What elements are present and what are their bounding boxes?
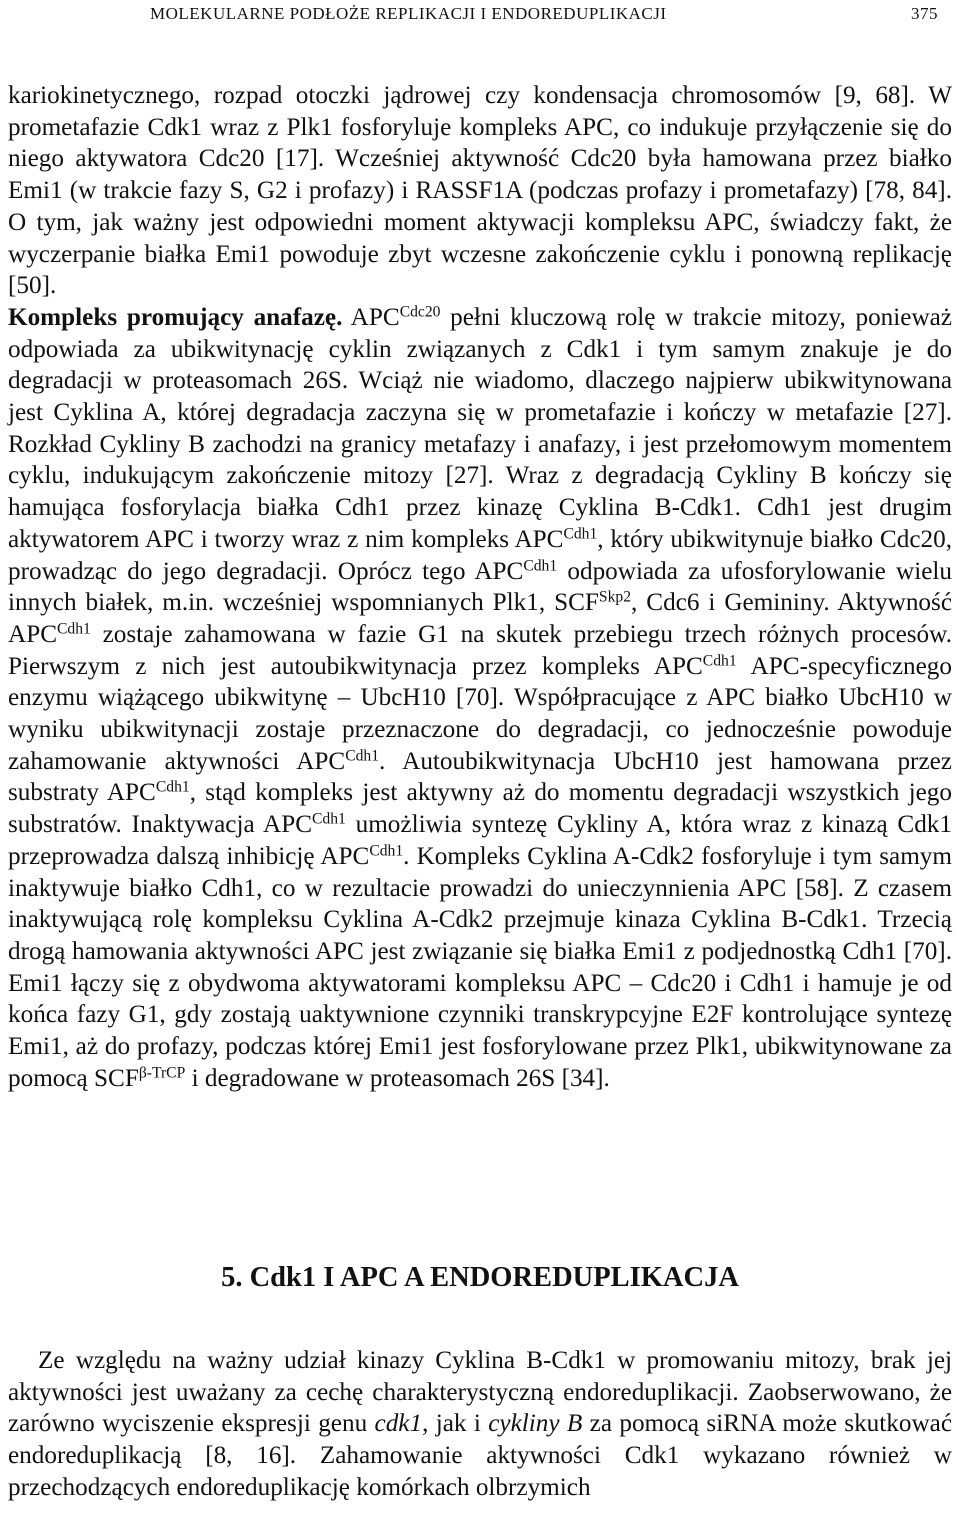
superscript: Cdc20 <box>399 303 441 321</box>
running-header <box>0 0 960 28</box>
text-run: odpowiada za ufosforylowanie wielu innych białek, m.in. wcześniej wspomnianych Plk1, SCF <box>8 557 953 617</box>
body-text-lower <box>8 1345 952 1504</box>
superscript: Cdh1 <box>345 747 380 765</box>
text-run: APC <box>342 303 400 331</box>
gene-name-italic: cykliny B <box>488 1410 583 1438</box>
superscript: Cdh1 <box>155 778 190 796</box>
text-run: , stąd kompleks jest aktywny aż do momentu degradacji wszystkich jego substratów. Inaktywacja APC <box>8 779 952 839</box>
text-run: . Kompleks Cyklina A-Cdk2 fosforyluje i tym samym inaktywuje białko Cdh1, co w rezultacie prowadzi do unieczynnienia APC [58]. Z czasem inaktywującą rolę kompleksu Cyklina A-Cdk2 przejmuje kinaza Cyklina B-Cdk1. Trzecią drogą hamowania aktywności APC jest związanie się białka Emi1 z podjednostką Cdh1 [70]. Emi1 łączy się z obydwoma aktywatorami kompleksu APC – Cdc20 i Cdh1 i hamuje je od końca fazy G1, gdy zostają uaktywnione czynniki transkrypcyjne E2F kontrolujące syntezę Emi1, aż do profazy, podczas której Emi1 jest fosforylowane przez Plk1, ubikwitynowane za pomocą SCF <box>8 842 952 1092</box>
text-run: umożliwia syntezę Cykliny A, która wraz z kinazą Cdk1 przeprowadza dalszą inhibicję APC <box>8 811 952 870</box>
paragraph-endoreduplication <box>8 1345 952 1504</box>
text-run: pełni kluczową rolę w trakcie mitozy, ponieważ odpowiada za ubikwitynację cyklin związanych z Cdk1 i tym samym znakuje je do degradacji w proteasomach 26S. Wciąż nie wiadomo, dlaczego najpierw ubikwitynowana jest Cyklina A, której degradacja zaczyna się w prometafazie i kończy w metafazie [27]. Rozkład Cykliny B zachodzi na granicy metafazy i anafazy, i jest przełomowym momentem cyklu, indukującym zakończenie mitozy [27]. Wraz z degradacją Cykliny B kończy się hamująca fosforylacja białka Cdh1 przez kinazę Cyklina B-Cdk1. Cdh1 jest drugim aktywatorem APC i tworzy wraz z nim kompleks APC <box>8 303 952 553</box>
running-title: MOLEKULARNE PODŁOŻE REPLIKACJI I ENDOREDUPLIKACJI <box>150 4 667 23</box>
text-run: za pomocą siRNA może skutkować endoreduplikacją [8, 16]. Zahamowanie aktywności Cdk1 wykazano również w przechodzących endoreduplikację komórkach olbrzymich <box>8 1410 953 1501</box>
paragraph-continuation <box>8 80 952 302</box>
body-text-upper <box>8 80 952 1095</box>
superscript: Cdh1 <box>523 556 558 574</box>
superscript: Cdh1 <box>563 525 598 543</box>
superscript: β-TrCP <box>138 1064 186 1082</box>
superscript: Skp2 <box>598 588 632 606</box>
text-run: zostaje zahamowana w fazie G1 na skutek przebiegu trzech różnych procesów. Pierwszym z nich jest autoubikwitynacja przez kompleks APC <box>8 620 952 680</box>
text-run: , Cdc6 i Gemininy. Aktywność APC <box>8 589 952 648</box>
section-heading: 5. Cdk1 I APC A ENDOREDUPLIKACJA <box>221 1262 739 1293</box>
superscript: Cdh1 <box>369 842 404 860</box>
paragraph-apc <box>8 302 952 1095</box>
text-run: , jak i <box>422 1410 489 1438</box>
text-run: , który ubikwitynuje białko Cdc20, prowadząc do jego degradacji. Oprócz tego APC <box>8 525 952 585</box>
text-run: . Autoubikwitynacja UbcH10 jest hamowana przez substraty APC <box>8 747 952 807</box>
page-number: 375 <box>911 4 938 23</box>
text-run: i degradowane w proteasomach 26S [34]. <box>185 1064 610 1092</box>
gene-name-italic: cdk1 <box>374 1410 423 1438</box>
text-run: APC-specyficznego enzymu wiążącego ubikwitynę – UbcH10 [70]. Współpracujące z APC białko UbcH10 w wyniku ubikwitynacji zostaje przeznaczone do degradacji, co jednocześnie powoduje zahamowanie aktywności APC <box>8 652 952 775</box>
paragraph-1-text: kariokinetycznego, rozpad otoczki jądrowej czy kondensacja chromosomów [9, 68]. W prometafazie Cdk1 wraz z Plk1 fosforyluje kompleks APC, co indukuje przyłączenie się do niego aktywatora Cdc20 [17]. Wcześniej aktywność Cdc20 była hamowana przez białko Emi1 (w trakcie fazy S, G2 i profazy) i RASSF1A (podczas profazy i prometafazy) [78, 84]. O tym, jak ważny jest odpowiedni moment aktywacji kompleksu APC, świadczy fakt, że wyczerpanie białka Emi1 powoduje zbyt wczesne zakończenie cyklu i ponowną replikację [50]. <box>8 82 952 300</box>
text-run: Ze względu na ważny udział kinazy Cyklina B-Cdk1 w promowaniu mitozy, brak jej aktywności jest uważany za cechę charakterystyczną endoreduplikacji. Zaobserwowano, że zarówno wyciszenie ekspresji genu <box>8 1347 952 1438</box>
superscript: Cdh1 <box>57 620 91 638</box>
superscript: Cdh1 <box>312 810 346 828</box>
superscript: Cdh1 <box>702 652 737 670</box>
inline-heading-kompleks: Kompleks promujący anafazę. <box>8 303 343 331</box>
